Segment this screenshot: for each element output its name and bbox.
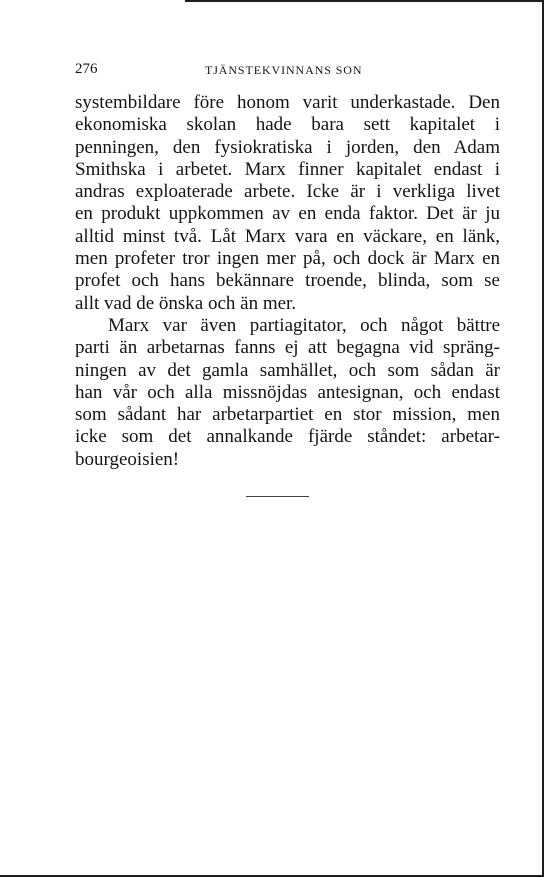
text-line: systembildare före honom varit underkastade. Den	[75, 92, 500, 113]
paragraph-1	[75, 92, 500, 315]
scan-edge-top	[185, 0, 544, 2]
paragraph-2	[75, 315, 500, 471]
text-line: penningen, den fysiokratiska i jorden, den Adam	[75, 136, 500, 158]
text-line: en produkt uppkommen av en enda faktor. Det är ju	[75, 203, 500, 225]
text-line: profet och hans bekännare troende, blinda, som se	[75, 270, 500, 292]
running-head	[75, 58, 500, 80]
page-number: 276	[75, 61, 98, 77]
text-line: bourgeoisien!	[75, 448, 180, 470]
running-title: TJÄNSTEKVINNANS SON	[205, 63, 363, 77]
text-line: han vår och alla missnöjdas antesignan, och endast	[75, 381, 500, 403]
text-line: allt vad de önska och än mer.	[75, 292, 297, 314]
body-text	[75, 92, 500, 471]
text-line: ningen av det gamla samhället, och som sådan är	[75, 359, 500, 381]
section-end-rule	[246, 496, 309, 497]
text-line: Smithska i arbetet. Marx finner kapitalet endast i	[75, 158, 500, 180]
text-line: andras exploaterade arbete. Icke är i verkliga livet	[75, 181, 500, 203]
text-line: Marx var även partiagitator, och något bättre	[108, 314, 500, 336]
text-line: men profeter tror ingen mer på, och dock är Marx en	[75, 248, 500, 270]
text-line: icke som det annalkande fjärde ståndet: arbetar-	[75, 426, 500, 448]
text-line: alltid minst två. Låt Marx vara en väckare, en länk,	[75, 225, 500, 247]
text-line: parti än arbetarnas fanns ej att begagna vid spräng-	[75, 337, 500, 359]
text-line: ekonomiska skolan hade bara sett kapitalet i	[75, 114, 500, 136]
text-line: som sådant har arbetarpartiet en stor mission, men	[75, 404, 500, 426]
